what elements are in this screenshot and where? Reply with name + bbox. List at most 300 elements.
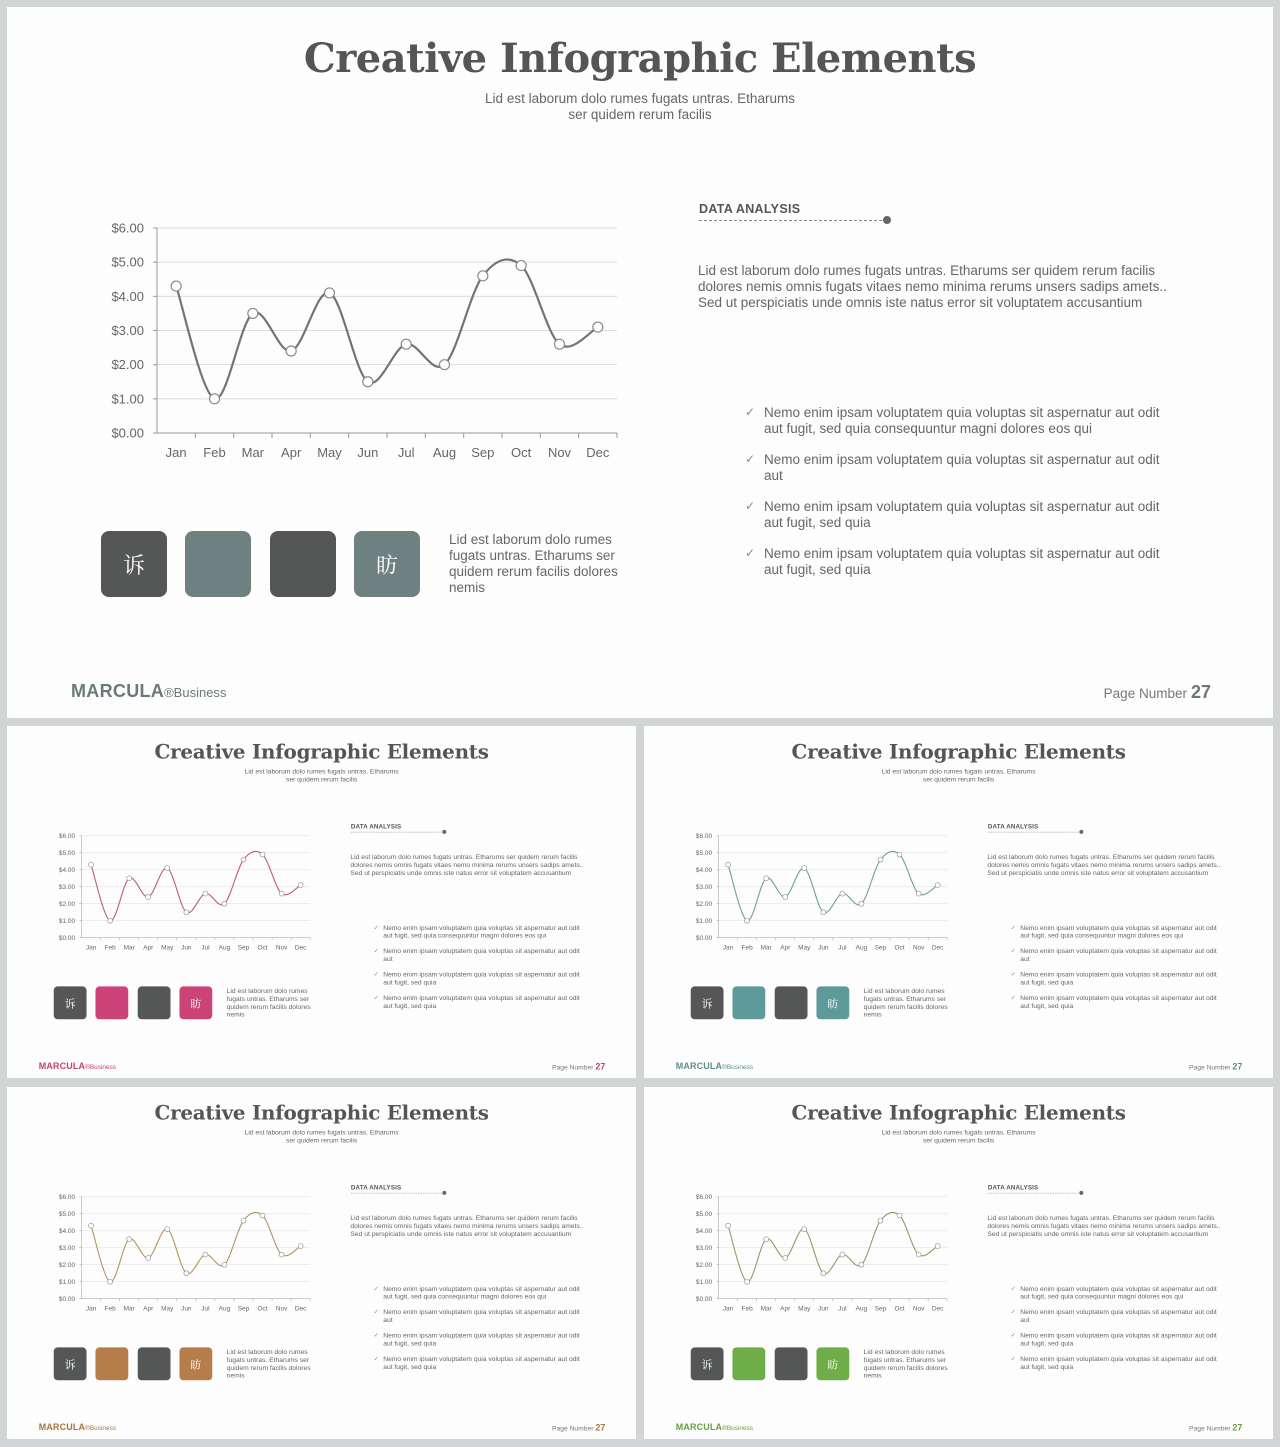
data-point xyxy=(222,901,227,906)
glyph-icon: 眆 xyxy=(375,553,398,579)
icon-box-accent xyxy=(95,986,128,1019)
brand-logo xyxy=(676,1422,753,1432)
data-point xyxy=(203,891,208,896)
glyph-icon: 诉 xyxy=(64,1358,76,1372)
x-tick-label: Dec xyxy=(294,1305,307,1313)
line-chart xyxy=(87,212,627,472)
brand-name: MARCULA xyxy=(38,1060,86,1071)
box-caption: Lid est laborum dolo rumes fugats untras. Etharums ser quidem rerum facilis dolores nemis xyxy=(226,986,311,1019)
box-caption: Lid est laborum dolo rumes fugats untras. Etharums ser quidem rerum facilis dolores nemis xyxy=(226,1347,311,1380)
x-tick-label: Jan xyxy=(85,944,97,952)
x-tick-label: Apr xyxy=(143,944,154,952)
page-number xyxy=(552,1061,605,1071)
slide-thumbnail-pink[interactable] xyxy=(7,726,636,1078)
x-tick-label: Jan xyxy=(165,445,187,460)
data-analysis-body: Lid est laborum dolo rumes fugats untras. Etharums ser quidem rerum facilis dolores nemis omnis fugats vitaes nemo minima rerums unsers sadips amets.. Sed ut perspiciatis unde omnis iste natus error sit voluptatem accusantium xyxy=(350,1214,584,1238)
brand-suffix: ®Business xyxy=(722,1062,754,1071)
data-point xyxy=(821,1271,826,1276)
y-tick-label: $5.00 xyxy=(111,254,144,270)
checklist-item xyxy=(1011,1285,1220,1301)
data-point xyxy=(127,1237,132,1242)
slide-title: Creative Infographic Elements xyxy=(154,1100,489,1125)
data-point xyxy=(260,1213,265,1218)
x-tick-label: Dec xyxy=(586,445,610,460)
x-tick-label: Jan xyxy=(722,944,734,952)
checklist-item-text: Nemo enim ipsam voluptatem quia voluptas sit aspernatur aut odit aut fugit, sed quia xyxy=(1020,993,1217,1010)
x-tick-label: Mar xyxy=(123,944,135,952)
subtitle-line-1: Lid est laborum dolo rumes fugats untras. Etharums xyxy=(881,1128,1036,1137)
data-analysis-heading: DATA ANALYSIS xyxy=(350,822,402,830)
y-tick-label: $1.00 xyxy=(58,917,76,925)
subtitle-line-2: ser quidem rerum facilis xyxy=(568,107,712,122)
page-number-label: Page Number xyxy=(1189,1063,1231,1071)
icon-box-dark xyxy=(54,986,87,1019)
data-point xyxy=(146,1255,151,1260)
y-tick-label: $0.00 xyxy=(695,934,713,942)
checklist-item-text: Nemo enim ipsam voluptatem quia voluptas sit aspernatur aut odit aut fugit, sed quia xyxy=(383,970,580,986)
x-tick-label: Mar xyxy=(760,1305,772,1313)
data-analysis-divider xyxy=(699,220,887,221)
checklist-item xyxy=(374,1332,583,1348)
checklist xyxy=(1011,1285,1220,1378)
data-point xyxy=(593,322,603,332)
x-tick-label: Oct xyxy=(894,1305,905,1313)
x-tick-label: Jun xyxy=(181,1305,192,1313)
data-point xyxy=(726,1223,731,1228)
check-icon: ✓ xyxy=(373,1308,379,1316)
data-point xyxy=(127,876,132,881)
check-icon: ✓ xyxy=(373,947,379,955)
x-tick-label: Dec xyxy=(294,944,307,952)
data-point xyxy=(802,1227,807,1232)
x-tick-label: Aug xyxy=(218,1305,231,1313)
data-point xyxy=(184,1271,189,1276)
data-point xyxy=(89,862,94,867)
y-tick-label: $4.00 xyxy=(695,1228,713,1236)
check-icon: ✓ xyxy=(1010,923,1016,931)
y-tick-label: $4.00 xyxy=(695,867,713,875)
checklist-item-text: Nemo enim ipsam voluptatem quia voluptas sit aspernatur aut odit aut fugit, sed quia consequuntur magni dolores eos qui xyxy=(1020,1284,1217,1301)
checklist-item xyxy=(1011,924,1220,940)
data-point xyxy=(764,876,769,881)
data-point xyxy=(165,1227,170,1232)
brand-suffix: ®Business xyxy=(85,1423,117,1432)
data-analysis-dot xyxy=(442,830,446,834)
data-point xyxy=(108,1279,113,1284)
x-tick-label: Aug xyxy=(855,1305,868,1313)
x-tick-label: May xyxy=(161,944,174,952)
data-point xyxy=(363,377,373,387)
x-tick-label: Nov xyxy=(912,1305,925,1313)
check-icon: ✓ xyxy=(745,405,756,419)
glyph-icon: 诉 xyxy=(701,997,713,1011)
glyph-icon: 诉 xyxy=(64,997,76,1011)
slide-thumbnail-green[interactable] xyxy=(644,1087,1273,1439)
x-tick-label: Nov xyxy=(275,944,288,952)
data-analysis-heading: DATA ANALYSIS xyxy=(987,1183,1039,1191)
checklist-item-text: Nemo enim ipsam voluptatem quia voluptas sit aspernatur aut odit aut fugit, sed quia xyxy=(1020,1354,1217,1371)
page-number-value: 27 xyxy=(1190,682,1211,702)
checklist-item-text: Nemo enim ipsam voluptatem quia voluptas sit aspernatur aut odit aut fugit, sed quia xyxy=(383,1331,580,1347)
data-point xyxy=(783,1255,788,1260)
x-tick-label: Nov xyxy=(275,1305,288,1313)
line-chart xyxy=(47,1189,315,1318)
slide-subtitle xyxy=(440,91,840,123)
data-analysis-body: Lid est laborum dolo rumes fugats untras. Etharums ser quidem rerum facilis dolores nemis omnis fugats vitaes nemo minima rerums unsers sadips amets.. Sed ut perspiciatis unde omnis iste natus error sit voluptatem accusantium xyxy=(698,263,1167,310)
checklist-item xyxy=(374,924,583,940)
icon-box-accent xyxy=(95,1347,128,1380)
y-tick-label: $1.00 xyxy=(58,1278,76,1286)
y-tick-label: $3.00 xyxy=(111,323,144,338)
data-analysis-dot xyxy=(883,216,891,224)
page-number-label: Page Number xyxy=(552,1063,594,1071)
icon-box-dark xyxy=(54,1347,87,1380)
check-icon: ✓ xyxy=(1010,1284,1016,1292)
checklist-item xyxy=(745,546,1165,578)
icon-box-dark xyxy=(138,1347,171,1380)
data-point xyxy=(935,1244,940,1249)
checklist-item xyxy=(1011,971,1220,987)
slide-content xyxy=(644,726,1273,1078)
checklist-item xyxy=(1011,947,1220,963)
checklist-item-text: Nemo enim ipsam voluptatem quia voluptas sit aspernatur aut odit aut fugit, sed quia xyxy=(383,993,580,1010)
data-point xyxy=(859,1262,864,1267)
icon-box-dark xyxy=(270,531,336,597)
checklist-item xyxy=(1011,994,1220,1010)
x-tick-label: Dec xyxy=(931,1305,944,1313)
y-tick-label: $1.00 xyxy=(695,917,713,925)
data-point xyxy=(878,857,883,862)
data-point xyxy=(935,883,940,888)
y-tick-label: $3.00 xyxy=(58,884,76,892)
data-point xyxy=(203,1252,208,1257)
y-tick-label: $4.00 xyxy=(58,867,76,875)
data-point xyxy=(241,1218,246,1223)
x-tick-label: Oct xyxy=(257,1305,268,1313)
checklist-item-text: Nemo enim ipsam voluptatem quia voluptas sit aspernatur aut odit aut fugit, sed quia consequuntur magni dolores eos qui xyxy=(1020,923,1217,940)
checklist-item xyxy=(1011,1332,1220,1348)
x-tick-label: May xyxy=(161,1305,174,1313)
glyph-icon: 眆 xyxy=(827,1358,839,1372)
x-tick-label: Apr xyxy=(780,1305,791,1313)
y-tick-label: $4.00 xyxy=(111,288,144,304)
page-number xyxy=(552,1422,605,1432)
series-line xyxy=(91,1212,301,1281)
icon-box-dark xyxy=(101,531,167,597)
data-analysis-heading: DATA ANALYSIS xyxy=(350,1183,402,1191)
x-tick-label: Jul xyxy=(201,1305,210,1313)
data-point xyxy=(555,339,565,349)
page-number-value: 27 xyxy=(595,1061,606,1072)
brand-name: MARCULA xyxy=(675,1060,723,1071)
data-analysis-body: Lid est laborum dolo rumes fugats untras. Etharums ser quidem rerum facilis dolores nemis omnis fugats vitaes nemo minima rerums unsers sadips amets.. Sed ut perspiciatis unde omnis iste natus error sit voluptatem accusantium xyxy=(350,853,584,877)
y-tick-label: $1.00 xyxy=(695,1278,713,1286)
glyph-icon: 眆 xyxy=(827,997,839,1011)
checklist-item-text: Nemo enim ipsam voluptatem quia voluptas sit aspernatur aut odit aut xyxy=(383,1308,580,1324)
check-icon: ✓ xyxy=(373,970,379,978)
check-icon: ✓ xyxy=(373,1284,379,1292)
data-point xyxy=(325,288,335,298)
y-tick-label: $5.00 xyxy=(695,850,713,858)
slide-thumbnail-teal[interactable] xyxy=(644,726,1273,1078)
brand-logo xyxy=(39,1061,116,1071)
data-point xyxy=(241,857,246,862)
checklist-item-text: Nemo enim ipsam voluptatem quia voluptas sit aspernatur aut odit aut fugit, sed quia xyxy=(1020,970,1217,986)
line-chart xyxy=(684,1189,952,1318)
slide-subtitle xyxy=(859,1129,1058,1145)
data-point xyxy=(248,308,258,318)
data-point xyxy=(298,883,303,888)
glyph-icon: 诉 xyxy=(122,553,145,579)
x-tick-label: Nov xyxy=(912,944,925,952)
x-tick-label: Jul xyxy=(397,445,415,460)
y-tick-label: $4.00 xyxy=(58,1228,76,1236)
check-icon: ✓ xyxy=(373,1354,379,1362)
data-point xyxy=(916,1252,921,1257)
y-tick-label: $0.00 xyxy=(58,1295,76,1303)
icon-box-dark xyxy=(138,986,171,1019)
checklist-item-text: Nemo enim ipsam voluptatem quia voluptas sit aspernatur aut odit aut fugit, sed quia consequuntur magni dolores eos qui xyxy=(383,1284,580,1301)
data-point xyxy=(165,866,170,871)
x-tick-label: Mar xyxy=(241,445,265,460)
x-tick-label: Jun xyxy=(181,944,192,952)
checklist xyxy=(1011,924,1220,1017)
x-tick-label: May xyxy=(317,445,342,460)
x-tick-label: Jul xyxy=(201,944,210,952)
slide-subtitle xyxy=(859,768,1058,784)
glyph-icon: 眆 xyxy=(190,997,202,1011)
checklist-item-text: Nemo enim ipsam voluptatem quia voluptas sit aspernatur aut odit aut xyxy=(1020,1308,1217,1324)
y-tick-label: $6.00 xyxy=(695,833,713,841)
page-number-value: 27 xyxy=(595,1422,606,1433)
icon-box-dark xyxy=(691,1347,724,1380)
brand-logo xyxy=(676,1061,753,1071)
data-point xyxy=(478,271,488,281)
data-point xyxy=(298,1244,303,1249)
data-point xyxy=(401,339,411,349)
y-tick-label: $6.00 xyxy=(695,1194,713,1202)
slide-subtitle xyxy=(222,1129,421,1145)
page-number-label: Page Number xyxy=(1103,686,1187,701)
x-tick-label: Aug xyxy=(432,445,457,460)
icon-box-dark xyxy=(775,1347,808,1380)
x-tick-label: Jun xyxy=(818,1305,829,1313)
icon-box-accent xyxy=(185,531,251,597)
brand-suffix: ®Business xyxy=(164,685,227,700)
checklist-item-text: Nemo enim ipsam voluptatem quia voluptas sit aspernatur aut odit aut xyxy=(764,452,1160,483)
data-point xyxy=(726,862,731,867)
data-point xyxy=(802,866,807,871)
subtitle-line-2: ser quidem rerum facilis xyxy=(922,1136,995,1145)
slide-title: Creative Infographic Elements xyxy=(303,35,977,82)
y-tick-label: $6.00 xyxy=(111,220,144,236)
icon-box-dark xyxy=(775,986,808,1019)
data-point xyxy=(146,894,151,899)
brand-suffix: ®Business xyxy=(722,1423,754,1432)
x-tick-label: Jan xyxy=(85,1305,97,1313)
check-icon: ✓ xyxy=(1010,993,1016,1001)
data-analysis-heading: DATA ANALYSIS xyxy=(987,822,1039,830)
y-tick-label: $3.00 xyxy=(695,1245,713,1253)
subtitle-line-2: ser quidem rerum facilis xyxy=(285,775,358,784)
checklist-item xyxy=(745,499,1165,531)
y-tick-label: $0.00 xyxy=(695,1295,713,1303)
data-point xyxy=(171,281,181,291)
icon-box-dark xyxy=(691,986,724,1019)
checklist-item xyxy=(374,1308,583,1324)
data-point xyxy=(440,360,450,370)
checklist-item xyxy=(374,1285,583,1301)
data-point xyxy=(286,346,296,356)
x-tick-label: Feb xyxy=(104,944,116,952)
data-point xyxy=(897,852,902,857)
data-point xyxy=(764,1237,769,1242)
slide-subtitle xyxy=(222,768,421,784)
checklist-item-text: Nemo enim ipsam voluptatem quia voluptas sit aspernatur aut odit aut fugit, sed quia xyxy=(1020,1331,1217,1347)
y-tick-label: $6.00 xyxy=(58,833,76,841)
page-number-value: 27 xyxy=(1232,1422,1243,1433)
brand-name: MARCULA xyxy=(675,1421,723,1432)
box-caption: Lid est laborum dolo rumes fugats untras. Etharums ser quidem rerum facilis dolores nemis xyxy=(449,532,618,595)
x-tick-label: Dec xyxy=(931,944,944,952)
x-tick-label: Feb xyxy=(203,445,226,460)
subtitle-line-1: Lid est laborum dolo rumes fugats untras. Etharums xyxy=(881,767,1036,776)
icon-box-accent xyxy=(732,986,765,1019)
checklist-item-text: Nemo enim ipsam voluptatem quia voluptas sit aspernatur aut odit aut fugit, sed quia xyxy=(764,499,1160,530)
checklist xyxy=(374,924,583,1017)
slide-main[interactable] xyxy=(7,7,1273,718)
slide-title: Creative Infographic Elements xyxy=(791,1100,1126,1125)
icon-box-accent xyxy=(816,986,849,1019)
check-icon: ✓ xyxy=(1010,947,1016,955)
box-caption: Lid est laborum dolo rumes fugats untras. Etharums ser quidem rerum facilis dolores nemis xyxy=(863,1347,948,1380)
checklist-item xyxy=(374,1355,583,1371)
checklist xyxy=(745,405,1165,593)
checklist-item xyxy=(745,452,1165,484)
x-tick-label: Sep xyxy=(471,445,495,460)
x-tick-label: Apr xyxy=(143,1305,154,1313)
x-tick-label: Aug xyxy=(218,944,231,952)
data-analysis-body: Lid est laborum dolo rumes fugats untras. Etharums ser quidem rerum facilis dolores nemis omnis fugats vitaes nemo minima rerums unsers sadips amets.. Sed ut perspiciatis unde omnis iste natus error sit voluptatem accusantium xyxy=(987,853,1221,877)
glyph-icon: 眆 xyxy=(190,1358,202,1372)
brand-logo xyxy=(39,1422,116,1432)
check-icon: ✓ xyxy=(1010,1354,1016,1362)
y-tick-label: $5.00 xyxy=(695,1211,713,1219)
check-icon: ✓ xyxy=(373,993,379,1001)
data-point xyxy=(89,1223,94,1228)
slide-content xyxy=(7,7,1273,718)
data-point xyxy=(783,894,788,899)
check-icon: ✓ xyxy=(745,499,756,513)
x-tick-label: Feb xyxy=(741,944,753,952)
x-tick-label: Jul xyxy=(838,1305,847,1313)
checklist xyxy=(374,1285,583,1378)
page-number-label: Page Number xyxy=(552,1424,594,1432)
page-number xyxy=(1104,682,1211,703)
brand-suffix: ®Business xyxy=(85,1062,117,1071)
check-icon: ✓ xyxy=(373,923,379,931)
y-tick-label: $3.00 xyxy=(695,884,713,892)
data-analysis-heading: DATA ANALYSIS xyxy=(699,202,801,216)
glyph-icon: 诉 xyxy=(701,1358,713,1372)
subtitle-line-2: ser quidem rerum facilis xyxy=(285,1136,358,1145)
x-tick-label: Apr xyxy=(281,445,302,460)
data-point xyxy=(916,891,921,896)
y-tick-label: $5.00 xyxy=(58,1211,76,1219)
subtitle-line-2: ser quidem rerum facilis xyxy=(922,775,995,784)
y-tick-label: $0.00 xyxy=(58,934,76,942)
x-tick-label: Jul xyxy=(838,944,847,952)
x-tick-label: Aug xyxy=(855,944,868,952)
y-tick-label: $3.00 xyxy=(58,1245,76,1253)
x-tick-label: Mar xyxy=(760,944,772,952)
subtitle-line-1: Lid est laborum dolo rumes fugats untras. Etharums xyxy=(244,1128,399,1137)
brand-logo xyxy=(71,681,226,702)
x-tick-label: Jun xyxy=(818,944,829,952)
data-analysis-dot xyxy=(1079,830,1083,834)
data-point xyxy=(184,910,189,915)
y-tick-label: $1.00 xyxy=(111,391,144,407)
x-tick-label: Feb xyxy=(741,1305,753,1313)
data-analysis-dot xyxy=(1079,1191,1083,1195)
data-point xyxy=(279,1252,284,1257)
check-icon: ✓ xyxy=(1010,970,1016,978)
data-point xyxy=(210,394,220,404)
data-analysis-dot xyxy=(442,1191,446,1195)
data-point xyxy=(878,1218,883,1223)
icon-box-accent xyxy=(179,1347,212,1380)
checklist-item xyxy=(374,971,583,987)
x-tick-label: Sep xyxy=(874,1305,887,1313)
data-analysis-body: Lid est laborum dolo rumes fugats untras. Etharums ser quidem rerum facilis dolores nemis omnis fugats vitaes nemo minima rerums unsers sadips amets.. Sed ut perspiciatis unde omnis iste natus error sit voluptatem accusantium xyxy=(987,1214,1221,1238)
data-point xyxy=(516,261,526,271)
check-icon: ✓ xyxy=(745,452,756,466)
page-number-value: 27 xyxy=(1232,1061,1243,1072)
data-point xyxy=(859,901,864,906)
data-point xyxy=(745,1279,750,1284)
y-tick-label: $2.00 xyxy=(58,900,76,908)
slide-thumbnail-brown[interactable] xyxy=(7,1087,636,1439)
checklist-item-text: Nemo enim ipsam voluptatem quia voluptas sit aspernatur aut odit aut xyxy=(1020,947,1217,963)
x-tick-label: Apr xyxy=(780,944,791,952)
checklist-item-text: Nemo enim ipsam voluptatem quia voluptas sit aspernatur aut odit aut fugit, sed quia consequuntur magni dolores eos qui xyxy=(764,405,1160,436)
y-tick-label: $2.00 xyxy=(695,1261,713,1269)
x-tick-label: Feb xyxy=(104,1305,116,1313)
x-tick-label: May xyxy=(798,944,811,952)
x-tick-label: Sep xyxy=(874,944,887,952)
check-icon: ✓ xyxy=(1010,1331,1016,1339)
checklist-item-text: Nemo enim ipsam voluptatem quia voluptas sit aspernatur aut odit aut fugit, sed quia consequuntur magni dolores eos qui xyxy=(383,923,580,940)
data-point xyxy=(260,852,265,857)
slide-title: Creative Infographic Elements xyxy=(154,739,489,764)
icon-box-accent xyxy=(816,1347,849,1380)
page-number xyxy=(1189,1422,1242,1432)
checklist-item xyxy=(1011,1308,1220,1324)
check-icon: ✓ xyxy=(373,1331,379,1339)
series-line xyxy=(728,851,938,920)
y-tick-label: $2.00 xyxy=(111,357,144,373)
slide-content xyxy=(7,726,636,1078)
x-tick-label: Sep xyxy=(237,1305,250,1313)
check-icon: ✓ xyxy=(1010,1308,1016,1316)
slide-content xyxy=(7,1087,636,1439)
icon-box-accent xyxy=(732,1347,765,1380)
series-line xyxy=(91,851,301,920)
check-icon: ✓ xyxy=(745,546,756,560)
page-number xyxy=(1189,1061,1242,1071)
checklist-item xyxy=(745,405,1165,437)
x-tick-label: Sep xyxy=(237,944,250,952)
